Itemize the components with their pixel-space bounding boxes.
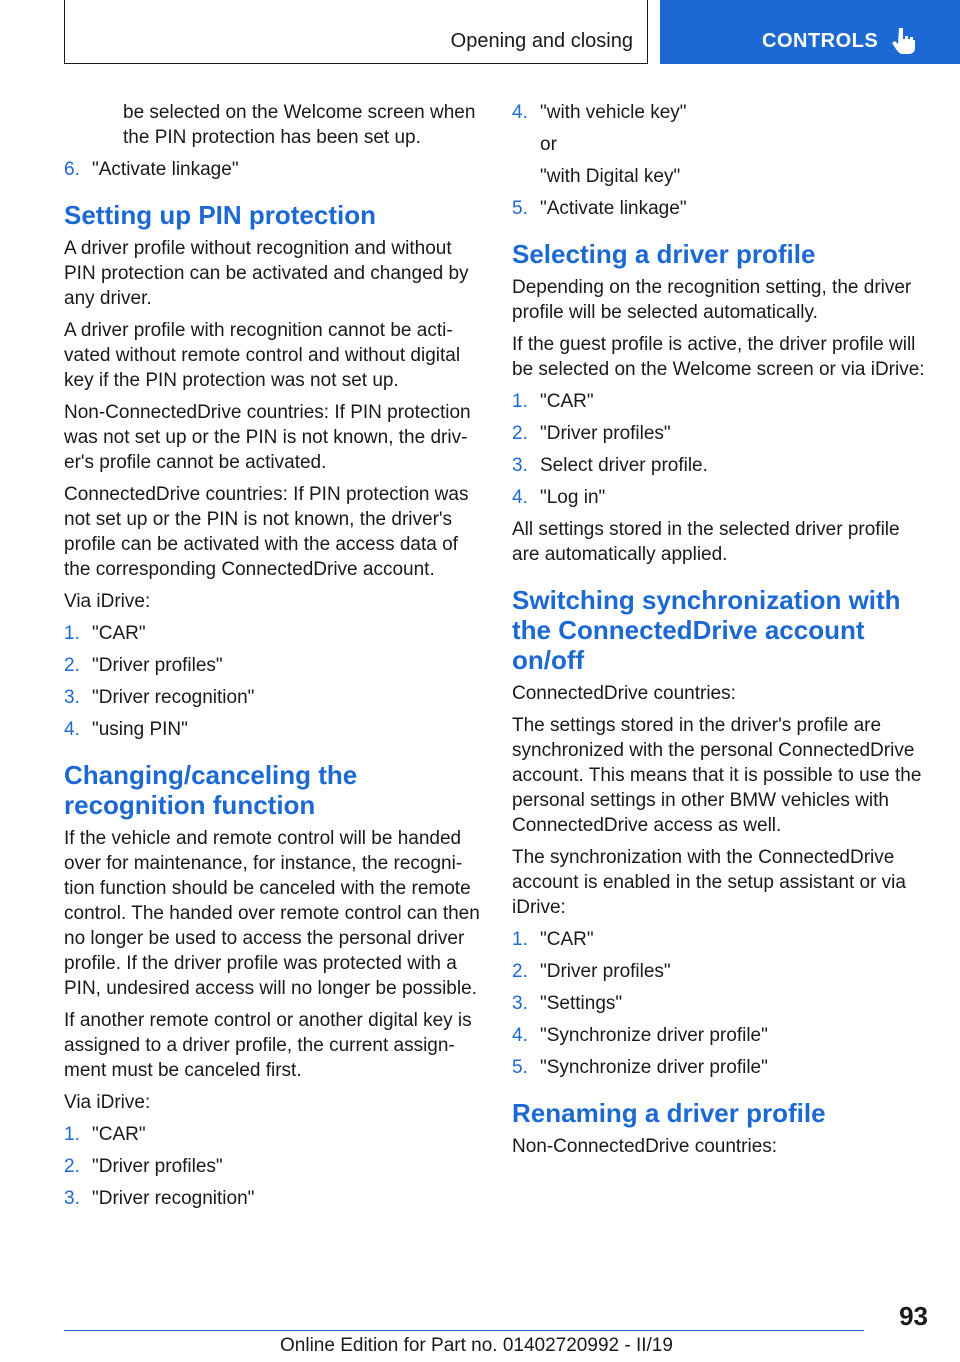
list-item — [64, 717, 482, 742]
list-item — [512, 991, 930, 1016]
header-chapter-label: CONTROLS — [762, 30, 879, 52]
step-text: "CAR" — [540, 391, 594, 412]
paragraph: Via iDrive: — [64, 591, 151, 612]
step-text: "CAR" — [540, 929, 594, 950]
section-heading-selecting-profile: Selecting a driver profile — [512, 239, 816, 269]
step-number: 1. — [64, 623, 80, 644]
step-number: 2. — [512, 961, 528, 982]
list-item — [512, 927, 930, 952]
paragraph: If the vehicle and remote control will be handed over for maintenance, for instance, the recogni‐tion function should be canceled with the remote control. The handed over remote control can then no longer be used to access the personal driver profile. If the driver profile was protected with a PIN, undesired access will no longer be possible. — [64, 828, 480, 999]
step-text: "Activate linkage" — [540, 198, 687, 219]
paragraph: ConnectedDrive countries: If PIN protection was not set up or the PIN is not known, the driver's profile can be activated with the access data of the corresponding ConnectedDrive account. — [64, 484, 469, 580]
pin-steps-list — [64, 621, 482, 742]
step-number: 6. — [64, 159, 80, 180]
page-number: 93 — [899, 1301, 928, 1331]
paragraph: Non-ConnectedDrive countries: If PIN protection was not set up or the PIN is not known, the driv‐er's profile cannot be activated. — [64, 402, 471, 473]
right-column — [512, 100, 930, 1166]
pointing-hand-icon — [892, 26, 918, 54]
step-number: 2. — [512, 423, 528, 444]
header-section-title: Opening and closing — [450, 30, 633, 52]
section-heading-synchronization: Switching synchronization with the ConnectedDrive account on/off — [512, 585, 901, 675]
step-number: 1. — [512, 391, 528, 412]
step-alternative-or: or — [540, 134, 557, 155]
list-item — [64, 157, 482, 182]
selecting-steps-list — [512, 389, 930, 510]
sync-steps-list — [512, 927, 930, 1080]
step-number: 4. — [512, 487, 528, 508]
step-number: 5. — [512, 1057, 528, 1078]
paragraph: A driver profile with recognition cannot be acti‐vated without remote control and without digital key if the PIN protection was not set up. — [64, 320, 461, 391]
list-item — [512, 421, 930, 446]
left-column — [64, 100, 482, 1218]
footer-divider — [64, 1330, 864, 1331]
step-text: "Log in" — [540, 487, 606, 508]
list-item — [512, 196, 930, 221]
paragraph: A driver profile without recognition and without PIN protection can be activated and changed by any driver. — [64, 238, 469, 309]
step-number: 2. — [64, 655, 80, 676]
step-text: "Synchronize driver profile" — [540, 1057, 768, 1078]
step-number: 1. — [512, 929, 528, 950]
step-text: "Driver profiles" — [540, 961, 671, 982]
list-item — [512, 389, 930, 414]
step-number: 4. — [512, 102, 528, 123]
step-text: "Driver profiles" — [92, 655, 223, 676]
paragraph: All settings stored in the selected driver profile are automatically applied. — [512, 519, 900, 565]
list-item — [64, 685, 482, 710]
step-text: "CAR" — [92, 623, 146, 644]
step-text: "using PIN" — [92, 719, 188, 740]
step-number: 1. — [64, 1124, 80, 1145]
list-item — [512, 1055, 930, 1080]
step-number: 3. — [512, 455, 528, 476]
paragraph: Via iDrive: — [64, 1092, 151, 1113]
step-alternative-text: "with Digital key" — [540, 166, 681, 187]
list-item — [512, 1023, 930, 1048]
list-item — [64, 1122, 482, 1147]
step-text: "Activate linkage" — [92, 159, 239, 180]
list-item — [64, 1154, 482, 1179]
step-text: "Settings" — [540, 993, 623, 1014]
section-heading-changing-recognition: Changing/canceling the recognition function — [64, 760, 358, 820]
step-text: "Driver recognition" — [92, 1188, 255, 1209]
step-number: 3. — [512, 993, 528, 1014]
step-text: "Driver recognition" — [92, 687, 255, 708]
step-text: Select driver profile. — [540, 455, 708, 476]
paragraph: The settings stored in the driver's profile are synchronized with the personal ConnectedDrive account. This means that it is possible to use the personal settings in other BMW vehicles with ConnectedDrive access as well. — [512, 715, 922, 836]
list-item — [64, 621, 482, 646]
step-number: 4. — [512, 1025, 528, 1046]
header-chapter-tab[interactable] — [660, 0, 960, 64]
list-item — [64, 1186, 482, 1211]
step-number: 2. — [64, 1156, 80, 1177]
list-item — [512, 100, 930, 125]
step-text: "Driver profiles" — [540, 423, 671, 444]
step-number: 3. — [64, 1188, 80, 1209]
paragraph: ConnectedDrive countries: — [512, 683, 736, 704]
changing-steps-list — [64, 1122, 482, 1211]
step-number: 3. — [64, 687, 80, 708]
continued-paragraph: be selected on the Welcome screen when the PIN protection has been set up. — [123, 102, 476, 148]
footer-edition-text: Online Edition for Part no. 01402720992 - II/19 — [280, 1335, 673, 1356]
section-heading-renaming-profile: Renaming a driver profile — [512, 1098, 826, 1128]
list-item — [512, 453, 930, 478]
paragraph: If the guest profile is active, the driver profile will be selected on the Welcome screen or via iDrive: — [512, 334, 925, 380]
paragraph: The synchronization with the ConnectedDrive account is enabled in the setup assistant or via iDrive: — [512, 847, 906, 918]
step-text: "Synchronize driver profile" — [540, 1025, 768, 1046]
step-text: "CAR" — [92, 1124, 146, 1145]
paragraph: Non-ConnectedDrive countries: — [512, 1136, 778, 1157]
list-item — [512, 485, 930, 510]
step-number: 5. — [512, 198, 528, 219]
step-text: "Driver profiles" — [92, 1156, 223, 1177]
step-text: "with vehicle key" — [540, 102, 687, 123]
paragraph: Depending on the recognition setting, the driver profile will be selected automatically. — [512, 277, 912, 323]
list-item — [512, 959, 930, 984]
section-heading-pin-protection: Setting up PIN protection — [64, 200, 376, 230]
paragraph: If another remote control or another digital key is assigned to a driver profile, the current assign‐ment must be canceled first. — [64, 1010, 472, 1081]
list-item — [64, 653, 482, 678]
header-section-box — [64, 0, 648, 64]
step-number: 4. — [64, 719, 80, 740]
